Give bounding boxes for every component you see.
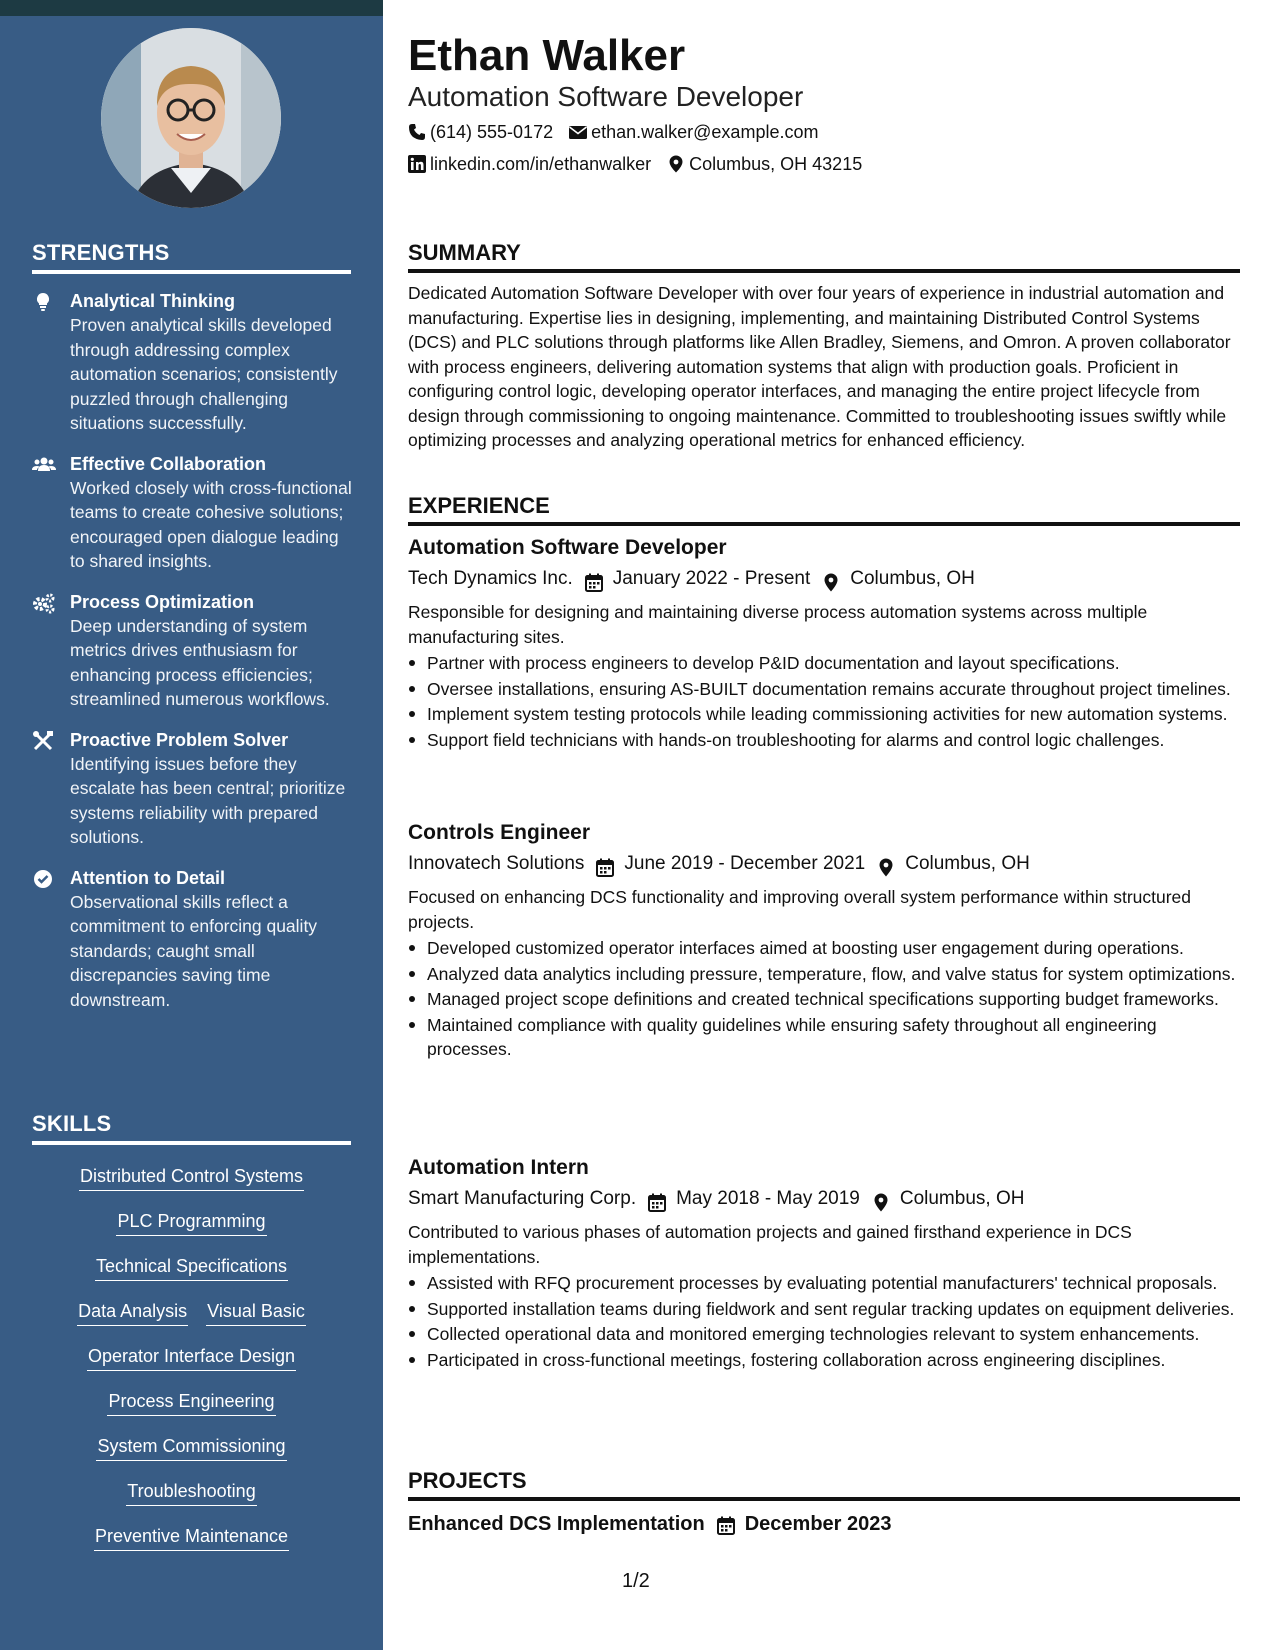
location-pin-icon: [877, 855, 895, 874]
job-dates: January 2022 - Present: [612, 568, 811, 589]
job-description: Contributed to various phases of automation projects and gained firsthand experience in DCS implementations.: [408, 1222, 1132, 1267]
skill-tag: Technical Specifications: [95, 1253, 288, 1281]
linkedin-link[interactable]: linkedin.com/in/ethanwalker: [430, 154, 652, 174]
job-bullet: Assisted with RFQ procurement processes by evaluating potential manufacturers' technical proposals.: [408, 1271, 1240, 1296]
contact-line-1: [408, 120, 834, 144]
job-bullet: Maintained compliance with quality guidelines while ensuring safety throughout all engineering processes.: [408, 1013, 1240, 1062]
gears-icon: [32, 592, 56, 614]
projects-heading: PROJECTS: [408, 1468, 1240, 1501]
summary-heading: SUMMARY: [408, 240, 1240, 273]
strength-item: [32, 728, 352, 850]
strength-description: Proven analytical skills developed through addressing complex automation scenarios; consistently puzzled through challenging situations successfully.: [70, 315, 338, 433]
sidebar: [0, 0, 383, 1650]
job-title: Automation Software Developer: [408, 536, 727, 559]
calendar-icon: [648, 1190, 666, 1209]
job-bullet: Developed customized operator interfaces aimed at boosting user engagement during operations.: [408, 936, 1240, 961]
strengths-list: [32, 289, 352, 1028]
strength-description: Worked closely with cross-functional teams to create cohesive solutions; encouraged open dialogue leading to shared insights.: [70, 477, 352, 571]
job-company: Smart Manufacturing Corp.: [408, 1188, 637, 1209]
job-bullet: Collected operational data and monitored emerging technologies relevant to system enhancements.: [408, 1322, 1240, 1347]
summary-text: Dedicated Automation Software Developer with over four years of experience in industrial automation and manufacturing. Expertise lies in designing, implementing, and maintaining Distributed Control Systems (DCS) and PLC solutions through platforms like Allen Bradley, Siemens, and Omron. A proven collaborator with process engineers, delivering automation systems that align with production goals. Proficient in configuring control logic, developing operator interfaces, and managing the entire project lifecycle from design through commissioning to ongoing maintenance. Committed to troubleshooting issues swiftly while optimizing processes and analyzing operational metrics for enhanced efficiency.: [408, 283, 1231, 450]
strength-title: Process Optimization: [70, 591, 255, 612]
job-location: Columbus, OH: [905, 853, 1030, 874]
job-title: Automation Intern: [408, 1156, 589, 1179]
project-title: Enhanced DCS Implementation: [408, 1513, 705, 1535]
strength-item: [32, 866, 352, 1013]
job-description: Responsible for designing and maintaining diverse process automation systems across multiple manufacturing sites.: [408, 602, 1148, 647]
linkedin-icon: [408, 155, 426, 173]
job-dates: June 2019 - December 2021: [624, 853, 866, 874]
skill-tag: Troubleshooting: [126, 1478, 256, 1506]
skill-tag: System Commissioning: [96, 1433, 286, 1461]
strength-title: Analytical Thinking: [70, 291, 236, 311]
users-icon: [32, 454, 56, 476]
skill-tag: Distributed Control Systems: [79, 1163, 304, 1191]
skill-tag: Data Analysis: [77, 1298, 188, 1326]
location-pin-icon: [822, 570, 840, 589]
job-entry: [408, 534, 1240, 753]
job-bullet: Analyzed data analytics including pressure, temperature, flow, and valve status for system optimizations.: [408, 962, 1240, 987]
calendar-icon: [596, 855, 614, 874]
strength-description: Observational skills reflect a commitment to enforcing quality standards; caught small discrepancies saving time downstream.: [70, 891, 318, 1010]
job-entry: [408, 819, 1240, 1063]
skill-tag: PLC Programming: [116, 1208, 266, 1236]
strength-title: Effective Collaboration: [70, 453, 267, 474]
strength-item: [32, 452, 352, 574]
strength-title: Attention to Detail: [70, 867, 225, 888]
job-meta: [408, 847, 1240, 881]
strength-item: [32, 590, 352, 712]
page-number: 1/2: [622, 1570, 650, 1592]
candidate-name: Ethan Walker: [408, 31, 686, 80]
job-dates: May 2018 - May 2019: [676, 1188, 860, 1209]
job-bullet: Oversee installations, ensuring AS-BUILT documentation remains accurate throughout project timelines.: [408, 677, 1240, 702]
job-bullets: [408, 651, 1240, 752]
candidate-title: Automation Software Developer: [408, 81, 804, 112]
project-date: December 2023: [744, 1513, 892, 1535]
job-bullet: Implement system testing protocols while leading commissioning activities for new automation systems.: [408, 702, 1240, 727]
check-circle-icon: [32, 868, 56, 890]
job-location: Columbus, OH: [850, 568, 975, 589]
tools-icon: [32, 730, 56, 752]
job-company: Innovatech Solutions: [408, 853, 585, 874]
phone-text: (614) 555-0172: [430, 122, 554, 142]
skills-heading: SKILLS: [32, 1111, 351, 1145]
job-bullet: Participated in cross-functional meetings, fostering collaboration across engineering disciplines.: [408, 1348, 1240, 1373]
strength-description: Identifying issues before they escalate has been central; prioritize systems reliability with prepared solutions.: [70, 753, 346, 847]
skill-tag: Process Engineering: [107, 1388, 275, 1416]
strength-title: Proactive Problem Solver: [70, 729, 289, 750]
location-pin-icon: [872, 1190, 890, 1209]
job-title: Controls Engineer: [408, 821, 591, 844]
location-pin-icon: [667, 155, 685, 173]
skills-list: [32, 1163, 351, 1568]
job-bullet: Partner with process engineers to develop P&ID documentation and layout specifications.: [408, 651, 1240, 676]
skill-tag: Operator Interface Design: [87, 1343, 296, 1371]
skill-tag: Preventive Maintenance: [94, 1523, 289, 1551]
strength-description: Deep understanding of system metrics drives enthusiasm for enhancing process efficiencies; streamlined numerous workflows.: [70, 615, 330, 709]
strengths-heading: STRENGTHS: [32, 240, 351, 274]
email-link[interactable]: ethan.walker@example.com: [591, 122, 819, 142]
job-description: Focused on enhancing DCS functionality and improving overall system performance within structured projects.: [408, 887, 1192, 932]
job-location: Columbus, OH: [899, 1188, 1025, 1209]
job-entry: [408, 1154, 1240, 1373]
calendar-icon: [717, 1515, 735, 1534]
sidebar-top-bar: [0, 0, 383, 16]
job-bullets: [408, 1271, 1240, 1372]
job-meta: [408, 1182, 1240, 1216]
job-meta: [408, 562, 1240, 596]
location-text: Columbus, OH 43215: [689, 154, 863, 174]
calendar-icon: [585, 570, 603, 589]
phone-icon: [408, 123, 426, 141]
contact-line-2: [408, 152, 878, 176]
job-bullets: [408, 936, 1240, 1062]
profile-photo-illustration: [101, 28, 281, 208]
strength-item: [32, 289, 352, 436]
skill-tag: Visual Basic: [206, 1298, 306, 1326]
lightbulb-icon: [32, 291, 56, 313]
experience-heading: EXPERIENCE: [408, 493, 1240, 526]
profile-photo: [101, 28, 281, 208]
job-company: Tech Dynamics Inc.: [408, 568, 573, 589]
job-bullet: Managed project scope definitions and created technical specifications supporting budget frameworks.: [408, 987, 1240, 1012]
job-bullet: Support field technicians with hands-on troubleshooting for alarms and control logic challenges.: [408, 728, 1240, 753]
project-entry: [408, 1510, 892, 1538]
job-bullet: Supported installation teams during fieldwork and sent regular tracking updates on equipment deliveries.: [408, 1297, 1240, 1322]
email-icon: [569, 123, 587, 141]
